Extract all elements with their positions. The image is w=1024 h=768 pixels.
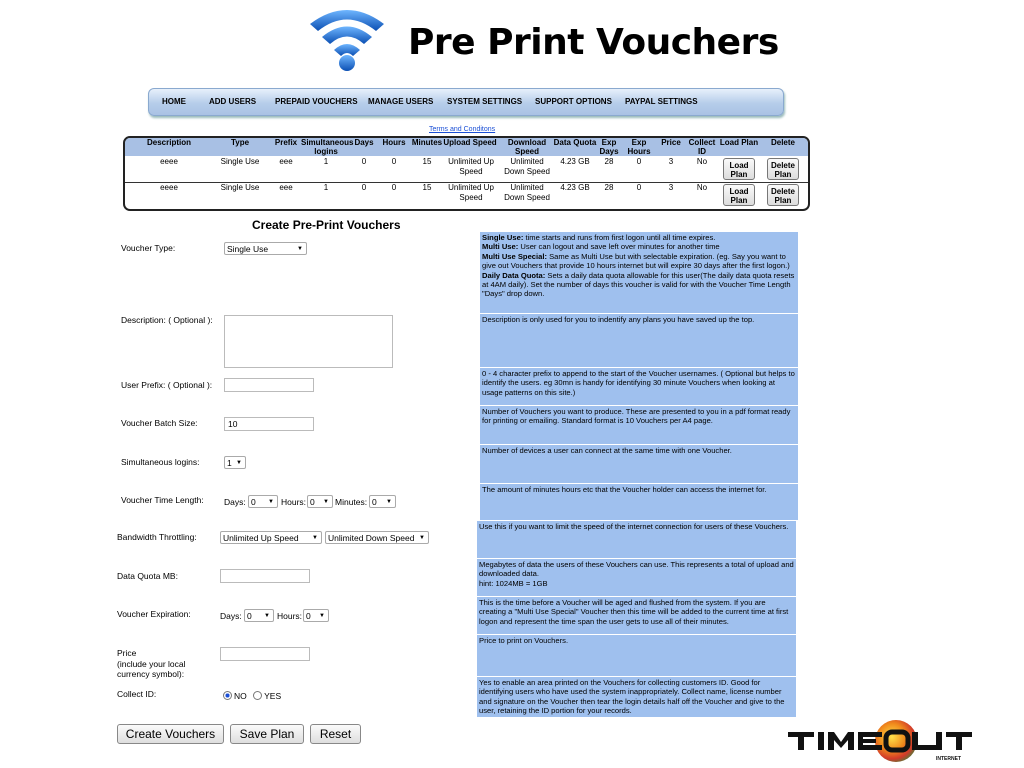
batch-size-label: Voucher Batch Size: (121, 418, 198, 428)
cell-type: Single Use (220, 157, 260, 166)
load-plan-button[interactable]: Load Plan (723, 158, 755, 180)
col-upload-speed: Upload Speed (443, 138, 497, 147)
help-term: Daily Data Quota: (482, 270, 546, 280)
days-select[interactable] (248, 495, 278, 508)
help-term: Single Use: (482, 233, 524, 242)
col-hours: Hours (382, 138, 406, 147)
cell-minutes: 15 (422, 157, 432, 166)
bandwidth-label: Bandwidth Throttling: (117, 532, 197, 542)
col-collect-id: Collect ID (688, 138, 716, 156)
collect-id-label: Collect ID: (117, 689, 157, 699)
cell-upload-speed: Unlimited Up Speed (448, 183, 494, 202)
col-prefix: Prefix (274, 138, 298, 147)
sim-logins-label: Simultaneous logins: (121, 457, 200, 467)
prefix-label: User Prefix: ( Optional ): (121, 380, 213, 390)
exp-days-select[interactable] (244, 609, 274, 622)
cell-collect-id: No (696, 183, 708, 192)
cell-data-quota: 4.23 GB (560, 183, 590, 192)
create-vouchers-button[interactable]: Create Vouchers (117, 724, 224, 744)
dropdown-arrow-icon: ▼ (297, 246, 303, 252)
col-days: Days (354, 138, 374, 147)
cell-collect-id: No (696, 157, 708, 166)
yes-radio[interactable] (253, 691, 262, 700)
cell-minutes: 15 (422, 183, 432, 192)
no-radio-label: NO (234, 691, 247, 701)
help-term: Multi Use: (482, 242, 519, 252)
col-load-plan: Load Plan (719, 138, 759, 147)
dropdown-arrow-icon: ▼ (236, 460, 242, 466)
saved-plans-table (123, 136, 810, 211)
exp-hours-value: 0 (306, 611, 311, 621)
voucher-type-label: Voucher Type: (121, 243, 176, 253)
form-title: Create Pre-Print Vouchers (252, 218, 401, 232)
cell-upload-speed: Unlimited Up Speed (448, 157, 494, 176)
col-data-quota: Data Quota (553, 138, 597, 147)
help-price: Price to print on Vouchers. (477, 635, 796, 677)
voucher-type-select[interactable] (224, 242, 307, 255)
help-text: time starts and runs from first logon until all time expires. (523, 233, 716, 242)
description-label: Description: ( Optional ): (121, 315, 213, 325)
help-time-length: The amount of minutes hours etc that the Voucher holder can access the internet for. (480, 484, 798, 521)
wifi-icon (306, 4, 388, 74)
cell-exp-days: 28 (604, 157, 614, 166)
table-row (125, 156, 808, 182)
sim-logins-value: 1 (227, 458, 232, 468)
days-label: Days: (224, 497, 246, 507)
cell-prefix: eee (279, 157, 293, 166)
cell-description: eeee (160, 183, 178, 192)
no-radio[interactable] (223, 691, 232, 700)
reset-button[interactable]: Reset (310, 724, 361, 744)
upload-speed-value: Unlimited Up Speed (223, 533, 299, 543)
cell-exp-hours: 0 (636, 157, 642, 166)
upload-speed-select[interactable] (220, 531, 322, 544)
nav-manage-users[interactable]: MANAGE USERS (368, 97, 434, 106)
col-price: Price (661, 138, 681, 147)
help-description: Description is only used for you to indentify any plans you have saved up the top. (480, 314, 798, 368)
prefix-input[interactable] (224, 378, 314, 392)
cell-type: Single Use (220, 183, 260, 192)
cell-price: 3 (668, 183, 674, 192)
dropdown-arrow-icon: ▼ (312, 535, 318, 541)
logo-subtext: INTERNET (936, 756, 961, 762)
help-text: Same as Multi Use but with selectable expiration. (eg. Say you want to give out Vouchers that provide 10 hours internet but will expire 30 days after the first logon.) (482, 251, 790, 271)
cell-exp-hours: 0 (636, 183, 642, 192)
cell-price: 3 (668, 157, 674, 166)
help-text: Sets a daily data quota allowable for this user(The daily data quota resets at 4AM daily). Set the number of days this voucher is valid for with the Voucher Time Length "Days" drop down. (482, 270, 795, 299)
download-speed-value: Unlimited Down Speed (328, 533, 415, 543)
dropdown-arrow-icon: ▼ (319, 613, 325, 619)
page-title: Pre Print Vouchers (408, 22, 779, 63)
cell-exp-days: 28 (604, 183, 614, 192)
cell-days: 0 (361, 183, 367, 192)
data-quota-label: Data Quota MB: (117, 571, 178, 581)
sim-logins-select[interactable] (224, 456, 246, 469)
col-exp-hours: Exp Hours (627, 138, 651, 156)
col-sim-logins: Simultaneous logins (301, 138, 354, 156)
help-data-quota: Megabytes of data the users of these Vouchers can use. This represents a total of upload and downloaded data. hint: 1024MB = 1GB (477, 559, 796, 597)
col-type: Type (230, 138, 250, 147)
dropdown-arrow-icon: ▼ (419, 535, 425, 541)
cell-days: 0 (361, 157, 367, 166)
time-length-label: Voucher Time Length: (121, 495, 204, 505)
expiration-label: Voucher Expiration: (117, 609, 191, 619)
price-label: Price (include your local currency symbol): (117, 648, 186, 679)
hours-label: Hours: (281, 497, 307, 507)
col-minutes: Minutes (411, 138, 443, 147)
main-nav (148, 88, 784, 116)
download-speed-select[interactable] (325, 531, 429, 544)
hours-value: 0 (310, 497, 315, 507)
exp-days-value: 0 (247, 611, 252, 621)
days-value: 0 (251, 497, 256, 507)
cell-data-quota: 4.23 GB (560, 157, 590, 166)
help-expiration: This is the time before a Voucher will be aged and flushed from the system. If you are creating a "Multi Use Special" Voucher then this time will be added to the current time at first logon and represent the time span the user gets to use all of their minutes. (477, 597, 796, 635)
help-prefix: 0 - 4 character prefix to append to the start of the Voucher usernames. ( Optional but helps to identify the users. eg 30mn is handy for identifying 30 minute Vouchers when looking at usage patterns on this site.) (480, 368, 798, 406)
collect-id-options (223, 691, 281, 702)
nav-paypal-settings[interactable]: PAYPAL SETTINGS (625, 97, 698, 106)
table-row (125, 182, 808, 208)
col-download-speed: Download Speed (507, 138, 547, 156)
voucher-type-value: Single Use (227, 244, 269, 254)
col-exp-days: Exp Days (599, 138, 619, 156)
help-bandwidth: Use this if you want to limit the speed of the internet connection for users of these Vouchers. (477, 521, 796, 559)
nav-home[interactable]: HOME (162, 97, 186, 106)
help-text: User can logout and save left over minutes for another time (518, 242, 720, 252)
help-collect-id: Yes to enable an area printed on the Vouchers for collecting customers ID. Good for identifying users who have used the system inappropriately. Collect name, license number and signature on the Voucher then tear the login details half off the Voucher and give to the user, retaining the ID portion for your records. (477, 677, 796, 718)
cell-description: eeee (160, 157, 178, 166)
minutes-label: Minutes: (335, 497, 368, 507)
nav-prepaid-vouchers[interactable]: PREPAID VOUCHERS (275, 97, 358, 106)
description-textarea[interactable] (224, 315, 393, 368)
help-batch: Number of Vouchers you want to produce. These are presented to you in a pdf format ready for printing or emailing. Standard format is 10 Vouchers per A4 page. (480, 406, 798, 445)
yes-radio-label: YES (264, 691, 282, 701)
col-delete: Delete (770, 138, 795, 147)
help-term: Multi Use Special: (482, 251, 547, 261)
price-input[interactable] (220, 647, 310, 661)
dropdown-arrow-icon: ▼ (264, 613, 270, 619)
exp-hours-select[interactable] (303, 609, 329, 622)
cell-download-speed: Unlimited Down Speed (504, 157, 550, 176)
delete-plan-button[interactable]: Delete Plan (767, 184, 799, 206)
nav-add-users[interactable]: ADD USERS (209, 97, 257, 106)
cell-prefix: eee (279, 183, 293, 192)
cell-sim-logins: 1 (323, 183, 329, 192)
data-quota-input[interactable] (220, 569, 310, 583)
load-plan-button[interactable]: Load Plan (723, 184, 755, 206)
hours-select[interactable] (307, 495, 333, 508)
save-plan-button[interactable]: Save Plan (230, 724, 304, 744)
timeout-logo (786, 718, 998, 764)
batch-size-input[interactable]: 10 (224, 417, 314, 431)
exp-hours-label: Hours: (277, 611, 303, 621)
help-voucher-type (480, 232, 798, 314)
cell-hours: 0 (391, 157, 397, 166)
dropdown-arrow-icon: ▼ (323, 499, 329, 505)
minutes-select[interactable] (369, 495, 396, 508)
nav-system-settings[interactable]: SYSTEM SETTINGS (447, 97, 523, 106)
terms-link[interactable]: Terms and Conditons (429, 126, 496, 133)
cell-download-speed: Unlimited Down Speed (504, 183, 550, 202)
table-header (125, 138, 808, 156)
minutes-value: 0 (372, 497, 377, 507)
help-sim-logins: Number of devices a user can connect at the same time with one Voucher. (480, 445, 798, 484)
dropdown-arrow-icon: ▼ (386, 499, 392, 505)
delete-plan-button[interactable]: Delete Plan (767, 158, 799, 180)
dropdown-arrow-icon: ▼ (268, 499, 274, 505)
exp-days-label: Days: (220, 611, 242, 621)
cell-sim-logins: 1 (323, 157, 329, 166)
cell-hours: 0 (391, 183, 397, 192)
col-description: Description (146, 138, 191, 147)
nav-support-options[interactable]: SUPPORT OPTIONS (535, 97, 612, 106)
